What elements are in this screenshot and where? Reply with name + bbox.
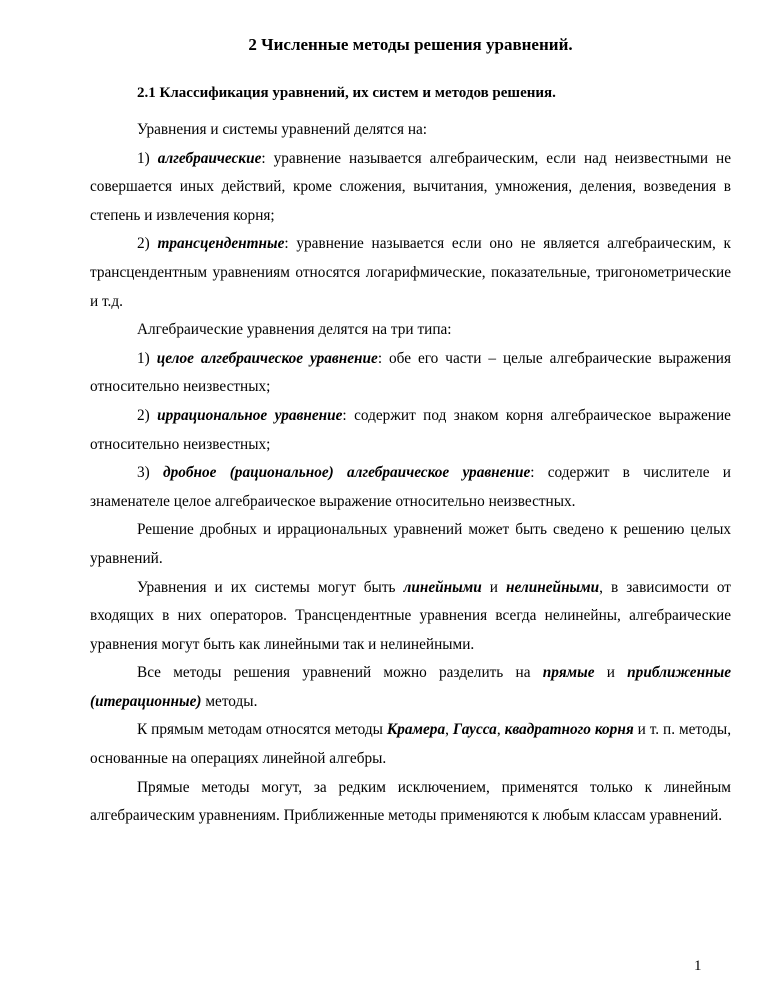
paragraph-text: К прямым методам относятся методы — [137, 721, 387, 739]
term-algebraic: алгебраические — [157, 149, 262, 167]
list-number: 2) — [137, 235, 158, 253]
page-content — [90, 32, 731, 831]
paragraph-text: : содержит под знаком корня алгебраическое выражение относительно неизвестных; — [90, 406, 731, 453]
paragraph-algebraic — [90, 145, 731, 231]
term-iterative: приближенные (итерационные) — [90, 664, 731, 710]
paragraph-types-intro: Алгебраические уравнения делятся на три типа: — [137, 321, 452, 339]
paragraph-irrational — [90, 402, 731, 459]
term-whole-equation: целое алгебраическое уравнение — [156, 349, 378, 367]
paragraph-text: и — [481, 578, 507, 596]
term-transcendental: трансцендентные — [157, 235, 285, 253]
paragraph-direct-methods — [90, 716, 731, 773]
list-number: 3) — [137, 464, 163, 482]
paragraph-text: Все методы решения уравнений можно разделить на — [137, 664, 543, 682]
chapter-heading: 2 Численные методы решения уравнений. — [248, 35, 573, 54]
paragraph-linearity — [90, 574, 731, 660]
list-number: 2) — [137, 406, 158, 424]
paragraph-text: : содержит в числителе и знаменателе целое алгебраическое выражение относительно неизвестных. — [90, 464, 731, 510]
paragraph-text: , — [445, 721, 453, 739]
term-gauss: Гаусса — [452, 721, 497, 739]
section-heading: 2.1 Классификация уравнений, их систем и методов решения. — [137, 85, 556, 101]
paragraph-text: и т. п. методы, основанные на операциях линейной алгебры. — [90, 721, 732, 768]
paragraph-intro: Уравнения и системы уравнений делятся на: — [137, 121, 428, 138]
paragraph-text: : обе его части – целые алгебраические выражения относительно неизвестных; — [90, 349, 731, 396]
list-number: 1) — [137, 349, 157, 367]
paragraph-reduction: Решение дробных и иррациональных уравнений может быть сведено к решению целых уравнений. — [90, 521, 731, 567]
paragraph-text: : уравнение называется алгебраическим, если над неизвестными не совершается иных действий, кроме сложения, вычитания, умножения, деления, возведения в степень и извлечения корня; — [90, 149, 731, 224]
paragraph-text: , в зависимости от входящих в них операторов. Трансцендентные уравнения всегда нелинейны, алгебраические уравнения могут быть как линейными так и нелинейными. — [90, 578, 731, 653]
term-nonlinear: нелинейными — [506, 578, 600, 596]
paragraph-text: методы. — [201, 692, 258, 710]
paragraph-fractional — [90, 459, 731, 516]
paragraph-text: , — [496, 721, 505, 739]
list-number: 1) — [137, 149, 158, 167]
paragraph-text: : уравнение называется если оно не является алгебраическим, к трансцендентным уравнениям относятся логарифмические, показательные, тригонометрические и т.д. — [90, 235, 731, 310]
paragraph-text: и — [594, 664, 628, 682]
term-cramer: Крамера — [386, 721, 446, 739]
term-square-root: квадратного корня — [504, 721, 634, 739]
paragraph-whole — [90, 345, 731, 402]
paragraph-methods — [90, 659, 731, 716]
term-direct: прямые — [542, 664, 595, 682]
term-irrational-equation: иррациональное уравнение — [157, 406, 343, 424]
page-number: 1 — [694, 958, 702, 974]
paragraph-text: Уравнения и их системы могут быть — [137, 578, 404, 596]
paragraph-final: Прямые методы могут, за редким исключением, применятся только к линейным алгебраическим уравнениям. Приближенные методы применяются к любым классам уравнений. — [90, 778, 731, 825]
term-linear: линейными — [403, 578, 482, 596]
paragraph-transcendental — [90, 230, 731, 316]
term-fractional-equation: дробное (рациональное) алгебраическое уравнение — [163, 464, 531, 482]
